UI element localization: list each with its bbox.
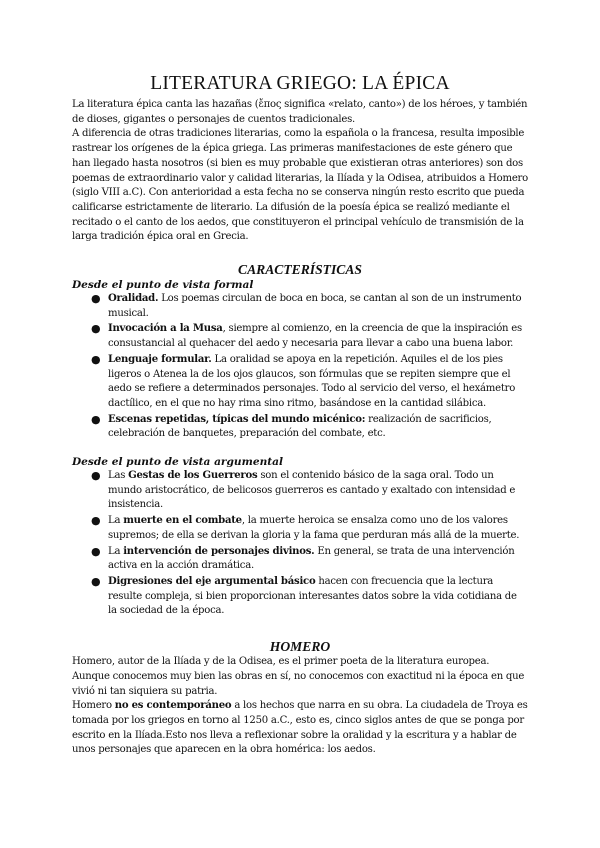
item-text: Los poemas circulan de boca en boca, se cantan al son de un instrumento musical. (108, 293, 522, 319)
homero-heading: HOMERO (269, 639, 331, 655)
bullet-icon: ● (91, 322, 101, 336)
homero-paragraph-2: Aunque conocemos muy bien las obras en sí, no conocemos con exactitud ni la época en que vivió ni tan siquiera su patria. (72, 670, 525, 697)
homero-paragraph-3 (72, 699, 528, 758)
bullet-icon: ● (91, 574, 101, 588)
item-bold: muerte en el combate (123, 515, 242, 527)
list-item (91, 292, 528, 321)
item-text: , siempre al comienzo, en la creencia de que la inspiración es consustancial al quehacer del aedo y necesaria para llevar a cabo una buena labor. (108, 323, 522, 350)
page-title: LITERATURA GRIEGO: LA ÉPICA (150, 73, 450, 94)
caracteristicas-heading: CARACTERÍSTICAS (238, 262, 362, 278)
item-bold: Invocación a la Musa (108, 323, 223, 335)
bullet-icon: ● (91, 544, 101, 558)
bullet-icon: ● (91, 352, 101, 366)
item-bold: Escenas repetidas, típicas del mundo micénico: (108, 413, 366, 425)
list-item (91, 322, 528, 351)
bullet-icon: ● (91, 514, 101, 528)
item-bold: Oralidad. (108, 293, 159, 305)
bullet-icon: ● (91, 292, 101, 306)
item-bold: Digresiones del eje argumental básico (108, 575, 316, 587)
homero-p3-bold: no es contemporáneo (114, 700, 232, 712)
intro-paragraph-2: A diferencia de otras tradiciones literarias, como la española o la francesa, resulta imposible rastrear los orígenes de la épica griega. Las primeras manifestaciones de este género que han llegado hasta nosotros (si bien es muy probable que existieran otras anteriores) son dos poemas de extraordinario valor y calidad literarias, la Ilíada y la Odisea, atribuidos a Homero (siglo VIII a.C). Con anterioridad a esta fecha no se conserva ningún resto escrito que pueda calificarse estrictamente de literario. La difusión de la poesía épica se realizó mediante el recitado o el canto de los aedos, que constituyeron el principal vehículo de transmisión de la larga tradición épica oral en Grecia. (72, 128, 528, 243)
argumental-list (72, 469, 528, 619)
item-text: realización de sacrificios, celebración de banquetes, preparación del combate, etc. (108, 413, 492, 440)
list-item (91, 514, 528, 543)
item-bold: intervención de personajes divinos. (123, 545, 315, 557)
argumental-subheading: Desde el punto de vista argumental (72, 456, 284, 469)
bullet-icon: ● (91, 469, 101, 483)
bullet-icon: ● (91, 412, 101, 426)
document-page (72, 73, 528, 758)
item-text: En general, se trata de una intervención activa en la acción dramática. (108, 545, 515, 572)
item-prefix: La (108, 545, 124, 557)
list-item (91, 544, 528, 574)
item-prefix: Las (108, 470, 129, 482)
item-prefix: La (108, 515, 124, 527)
homero-paragraph-1: Homero, autor de la Ilíada y de la Odisea, es el primer poeta de la literatura europea. (72, 656, 490, 668)
item-bold: Gestas de los Guerreros (128, 470, 258, 482)
homero-p3-text: a los hechos que narra en su obra. La ciudadela de Troya es tomada por los griegos en torno al 1250 a.C., esto es, cinco siglos antes de que se ponga por escrito en la Ilíada.Esto nos lleva a reflexionar sobre la oralidad y la escritura y a hablar de unos personajes que aparecen en la obra homérica: los aedos. (72, 700, 528, 756)
list-item (91, 412, 528, 442)
item-bold: Lenguaje formular. (108, 353, 212, 365)
item-text: son el contenido básico de la saga oral. Todo un mundo aristocrático, de belicosos guerreros es cantado y exaltado con intensidad e insistencia. (108, 470, 516, 511)
list-item (91, 352, 528, 412)
item-text: La oralidad se apoya en la repetición. Aquiles el de los pies ligeros o Atenea la de los ojos glaucos, son fórmulas que se repiten siempre que el aedo se refiere a determinados personajes. Todo al servicio del verso, el hexámetro dactílico, en el que no hay rima sino ritmo, basándose en la cantidad silábica. (108, 353, 516, 409)
formal-list (72, 292, 528, 442)
list-item (91, 469, 528, 513)
formal-subheading: Desde el punto de vista formal (72, 279, 254, 292)
list-item (91, 574, 528, 619)
item-text: hacen con frecuencia que la lectura resulte compleja, si bien proporcionan interesantes datos sobre la vida cotidiana de la sociedad de la época. (108, 575, 517, 617)
homero-p3-prefix: Homero (72, 700, 115, 712)
intro-paragraph-1: La literatura épica canta las hazañas (ἔπος significa «relato, canto») de los héroes, y también de dioses, gigantes o personajes de cuentos tradicionales. (72, 99, 528, 125)
item-text: , la muerte heroica se ensalza como uno de los valores supremos; de ella se derivan la gloria y la fama que perduran más allá de la muerte. (108, 515, 520, 541)
